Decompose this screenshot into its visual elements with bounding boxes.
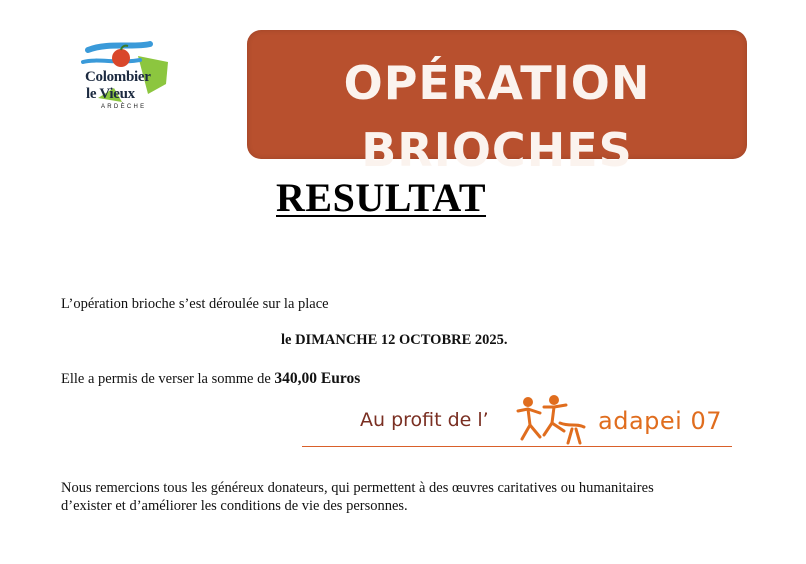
adapei-figures-icon [514,393,594,451]
amount-value: 340,00 Euros [274,370,361,387]
beneficiary-prefix: Au profit de l’ [360,409,489,431]
title-banner [247,30,747,177]
thanks-line2: d’exister et d’améliorer les conditions de vie des personnes. [61,498,408,514]
amount-prefix: Elle a permis de verser la somme de [61,371,271,387]
beneficiary-underline [302,446,732,447]
village-logo [78,36,178,116]
page-title: RESULTAT [276,175,487,220]
paragraph-location: L’opération brioche s’est déroulée sur la place [61,296,329,312]
logo-text-line1: Colombier [85,69,151,85]
thanks-paragraph [61,479,761,515]
paragraph-amount [61,370,360,388]
thanks-line1: Nous remercions tous les généreux donateurs, qui permettent à des œuvres caritatives ou humanitaires [61,480,654,496]
logo-text-line2: le Vieux [86,86,135,102]
banner-line1: OPÉRATION [343,56,651,110]
logo-subtitle: ARDÈCHE [101,104,147,110]
event-date: le DIMANCHE 12 OCTOBRE 2025. [281,332,508,348]
banner-line2: BRIOCHES [361,123,633,177]
beneficiary-banner [302,393,764,453]
beneficiary-name: adapei 07 [598,407,722,435]
